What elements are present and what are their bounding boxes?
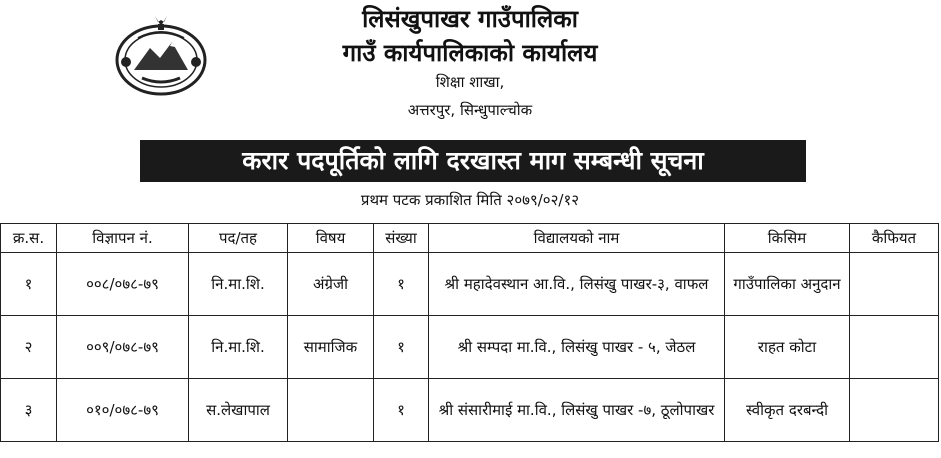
cell-type: राहत कोटा [725,316,850,379]
table-row [1,316,939,379]
column-header: पद/तह [189,224,288,253]
cell-count: १ [374,379,429,442]
cell-count: १ [374,253,429,316]
cell-count: १ [374,316,429,379]
cell-post: नि.मा.शि. [189,253,288,316]
notice-title: करार पदपूर्तिको लागि दरखास्त माग सम्बन्धी सूचना [140,140,806,182]
office-address: अत्तरपुर, सिन्धुपाल्चोक [407,101,533,119]
municipality-name: लिसंखुपाखर गाउँपालिका [362,5,578,33]
cell-remarks [850,253,939,316]
column-header: क्र.स. [1,224,57,253]
cell-serial: ३ [1,379,57,442]
cell-type: गाउँपालिका अनुदान [725,253,850,316]
cell-serial: १ [1,253,57,316]
column-header: विज्ञापन नं. [57,224,189,253]
cell-school: श्री सम्पदा मा.वि., लिसंखु पाखर - ५, जेठल [429,316,725,379]
cell-type: स्वीकृत दरबन्दी [725,379,850,442]
cell-school: श्री महादेवस्थान आ.वि., लिसंखु पाखर-३, वाफल [429,253,725,316]
cell-ad-number: ००९/०७८-७९ [57,316,189,379]
nepal-emblem-icon [112,12,210,98]
cell-subject [288,379,374,442]
cell-serial: २ [1,316,57,379]
cell-remarks [850,379,939,442]
cell-subject: अंग्रेजी [288,253,374,316]
cell-subject: सामाजिक [288,316,374,379]
table-row [1,379,939,442]
table-row [1,253,939,316]
column-header: कैफियत [850,224,939,253]
cell-ad-number: ००८/०७८-७९ [57,253,189,316]
office-name: गाउँ कार्यपालिकाको कार्यालय [342,39,598,67]
publish-date: प्रथम पटक प्रकाशित मिति २०७९/०२/१२ [360,191,580,209]
cell-post: स.लेखापाल [189,379,288,442]
cell-ad-number: ०१०/०७८-७९ [57,379,189,442]
column-header: संख्या [374,224,429,253]
column-header: किसिम [725,224,850,253]
table-header-row [1,224,939,253]
section-name: शिक्षा शाखा, [435,73,505,91]
column-header: विद्यालयको नाम [429,224,725,253]
cell-remarks [850,316,939,379]
cell-post: नि.मा.शि. [189,316,288,379]
cell-school: श्री संसारीमाई मा.वि., लिसंखु पाखर -७, ठूलोपाखर [429,379,725,442]
vacancy-table [0,223,939,442]
column-header: विषय [288,224,374,253]
